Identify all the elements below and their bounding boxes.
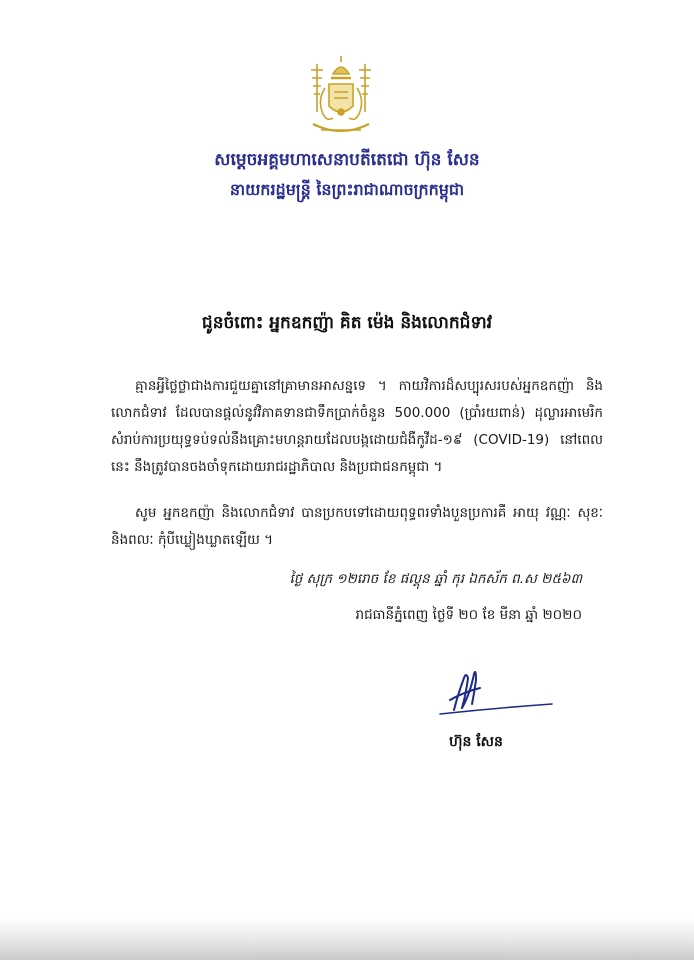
blessing-paragraph: សូម អ្នកឧកញ៉ា និងលោកជំទាវ បានប្រកបទៅដោយពុទ្ធពរទាំងបួនប្រការគឺ អាយុ វណ្ណៈ សុខៈ និងពលៈ កុំបីឃ្លៀងឃ្លាតឡើយ ។	[111, 505, 603, 548]
recipient-line: ជូនចំពោះ អ្នកឧកញ៉ា គិត ម៉េង និងលោកជំទាវ	[201, 313, 493, 333]
signer-name: ហ៊ុន សែន	[449, 734, 503, 750]
royal-coat-of-arms-icon	[303, 52, 379, 142]
body-paragraph: គ្មានអ្វីថ្លៃថ្លាជាងការជួយគ្នានៅគ្រាមានអាសន្នទេ ។ កាយវិការដ៏សប្បុរសរបស់អ្នកឧកញ៉ា និងលោកជំទាវ ដែលបានផ្តល់នូវវិភាគទានជាទឹកប្រាក់ចំនួន 500.000 (ប្រាំរយពាន់) ដុល្លារអាមេរិក សំរាប់ការប្រយុទ្ធទប់ទល់នឹងគ្រោះមហន្តរាយដែលបង្កដោយជំងឺកូវីដ-១៩ (COVID-19) នៅពេលនេះ នឹងត្រូវបានចងចាំទុកដោយរាជរដ្ឋាភិបាល និងប្រជាជនកម្ពុជា ។	[111, 378, 603, 475]
lunar-date: ថ្ងៃ សុក្រ ១២រោច ខែ ផល្គុន ឆ្នាំ កុរ ឯកស័ក ព.ស ២៥៦៣	[289, 571, 582, 587]
sender-title: សម្តេចអគ្គមហាសេនាបតីតេជោ ហ៊ុន សែន	[214, 150, 480, 170]
place-and-date: រាជធានីភ្នំពេញ ថ្ងៃទី ២០ ខែ មីនា ឆ្នាំ ២០២០	[355, 607, 582, 623]
handwritten-signature-icon	[436, 664, 556, 720]
sender-position: នាយករដ្ឋមន្ត្រី នៃព្រះរាជាណាចក្រកម្ពុជា	[229, 180, 465, 199]
page-bottom-shadow	[0, 918, 694, 960]
